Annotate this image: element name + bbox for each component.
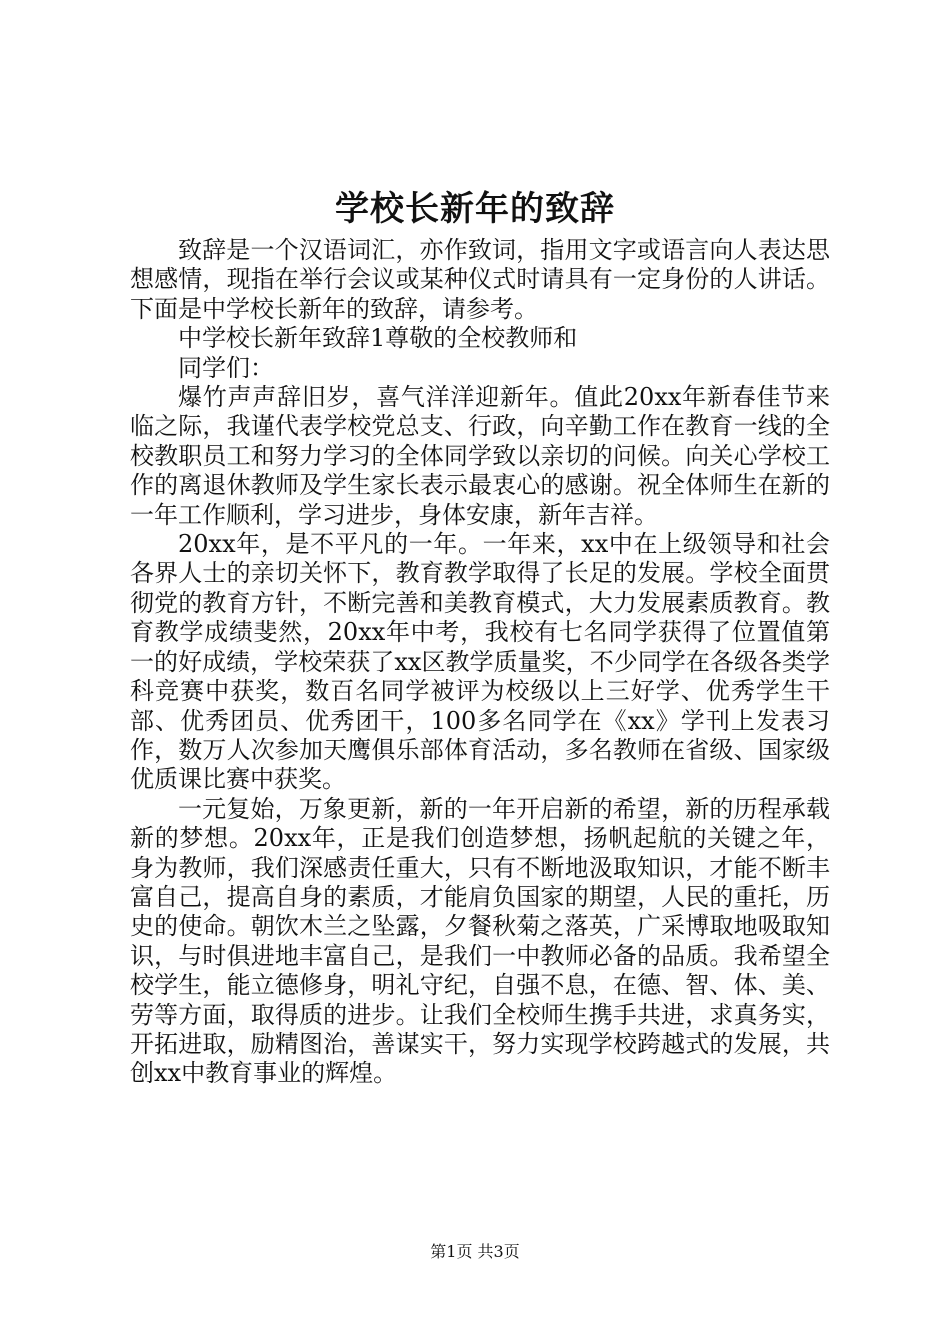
document-title: 学校长新年的致辞 xyxy=(335,189,615,229)
salutation: 同学们： xyxy=(178,353,274,382)
body-paragraph-outlook: 一元复始，万象更新，新的一年开启新的希望，新的历程承载新的梦想。20xx年，正是我们创造梦想，扬帆起航的关键之年，身为教师，我们深感责任重大，只有不断地汲取知识，才能不断丰富自己，提高自身的素质，才能肩负国家的期望，人民的重托，历史的使命。朝饮木兰之坠露，夕餐秋菊之落英，广采博取地吸取知识，与时俱进地丰富自己，是我们一中教师必备的品质。我希望全校学生，能立德修身，明礼守纪，自强不息，在德、智、体、美、劳等方面，取得质的进步。让我们全校师生携手共进，求真务实，开拓进取，励精图治，善谋实干，努力实现学校跨越式的发展，共创xx中教育事业的辉煌。 xyxy=(130,794,830,1088)
body-paragraph-review: 20xx年，是不平凡的一年。一年来，xx中在上级领导和社会各界人士的亲切关怀下，教育教学取得了长足的发展。学校全面贯彻党的教育方针，不断完善和美教育模式，大力发展素质教育。教育教学成绩斐然，20xx年中考，我校有七名同学获得了位置值第一的好成绩，学校荣获了xx区教学质量奖，不少同学在各级各类学科竞赛中获奖，数百名同学被评为校级以上三好学、优秀学生干部、优秀团员、优秀团干，100多名同学在《xx》学刊上发表习作，数万人次参加天鹰俱乐部体育活动，多名教师在省级、国家级优质课比赛中获奖。 xyxy=(130,530,830,794)
document-body xyxy=(130,236,830,1089)
body-paragraph-greeting: 爆竹声声辞旧岁，喜气洋洋迎新年。值此20xx年新春佳节来临之际，我谨代表学校党总支、行政，向辛勤工作在教育一线的全校教职员工和努力学习的全体同学致以亲切的问候。向关心学校工作的离退休教师及学生家长表示最衷心的感谢。祝全体师生在新的一年工作顺利，学习进步，身体安康，新年吉祥。 xyxy=(130,383,830,529)
page-number-footer: 第1页 共3页 xyxy=(430,1242,520,1261)
intro-paragraph: 致辞是一个汉语词汇，亦作致词，指用文字或语言向人表达思想感情，现指在举行会议或某种仪式时请具有一定身份的人讲话。下面是中学校长新年的致辞，请参考。 xyxy=(130,236,830,323)
speech-heading: 中学校长新年致辞1尊敬的全校教师和 xyxy=(178,324,578,353)
